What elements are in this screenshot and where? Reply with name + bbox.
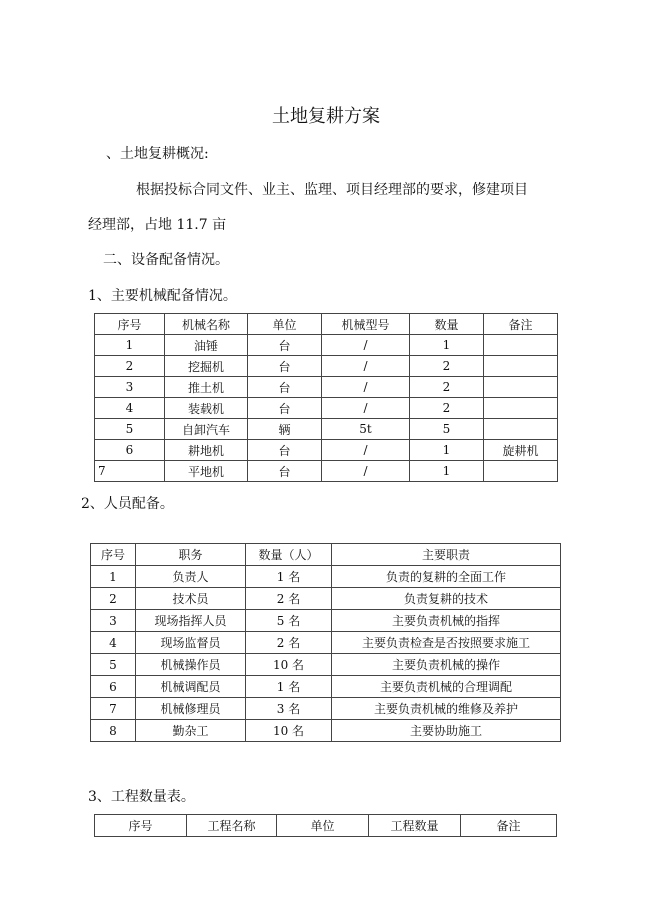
table-cell: 装载机 [165,398,248,419]
table-cell: 台 [248,335,322,356]
table-cell: 1 名 [246,676,332,698]
table-row [95,335,558,356]
table-cell: 5 名 [246,610,332,632]
table-cell: 现场监督员 [136,632,246,654]
table-row [91,654,561,676]
header-cell: 备注 [484,314,558,335]
table-row [91,720,561,742]
table-cell: 机械操作员 [136,654,246,676]
table-cell: / [322,440,410,461]
table-cell: 1 名 [246,566,332,588]
table-row [95,461,558,482]
table-cell: 负责的复耕的全面工作 [332,566,561,588]
table-cell: 2 名 [246,588,332,610]
table-cell: 6 [91,676,136,698]
table-cell: 1 [91,566,136,588]
table-cell: 2 [410,356,484,377]
table-cell: 5 [410,419,484,440]
table-cell: 平地机 [165,461,248,482]
header-cell: 数量（人） [246,544,332,566]
table-cell: 机械调配员 [136,676,246,698]
table-cell: 2 [410,377,484,398]
table-cell: 2 [95,356,165,377]
header-cell: 序号 [95,815,187,837]
works-heading: 3、工程数量表。 [88,789,195,805]
machines-header-row [95,314,558,335]
table-cell: 耕地机 [165,440,248,461]
table-row [95,440,558,461]
table-cell: 1 [410,335,484,356]
machines-table [94,313,558,482]
table-cell: 技术员 [136,588,246,610]
table-cell: 6 [95,440,165,461]
table-cell: 自卸汽车 [165,419,248,440]
section1-paragraph-line2: 经理部，占地 11.7 亩 [88,217,227,233]
table-cell: 2 [91,588,136,610]
table-cell [484,356,558,377]
table-row [91,632,561,654]
table-cell: 勤杂工 [136,720,246,742]
table-cell: 主要协助施工 [332,720,561,742]
table-cell: 3 [95,377,165,398]
table-cell: 5 [95,419,165,440]
table-cell: 4 [95,398,165,419]
header-cell: 工程名称 [187,815,277,837]
table-cell: 台 [248,440,322,461]
table-cell: 现场指挥人员 [136,610,246,632]
table-cell: / [322,377,410,398]
table-cell [484,419,558,440]
table-cell [484,335,558,356]
section1-heading: 、土地复耕概况: [106,146,209,162]
header-cell: 机械名称 [165,314,248,335]
table-cell: 1 [95,335,165,356]
table-row [91,610,561,632]
table-cell: 4 [91,632,136,654]
table-cell: 7 [91,698,136,720]
table-row [91,698,561,720]
table-cell: / [322,398,410,419]
table-cell: / [322,461,410,482]
table-cell: / [322,356,410,377]
header-cell: 工程数量 [369,815,461,837]
table-cell: 主要负责检查是否按照要求施工 [332,632,561,654]
table-row [91,676,561,698]
table-row [95,377,558,398]
table-row [95,419,558,440]
header-cell: 数量 [410,314,484,335]
section2-heading: 二、设备配备情况。 [103,252,229,268]
machines-heading: 1、主要机械配备情况。 [88,288,237,304]
header-cell: 序号 [95,314,165,335]
table-cell: 主要负责机械的操作 [332,654,561,676]
table-cell: 机械修理员 [136,698,246,720]
table-cell: 台 [248,377,322,398]
table-cell: 3 名 [246,698,332,720]
header-cell: 单位 [277,815,369,837]
staff-heading: 2、人员配备。 [81,496,174,512]
table-cell: 油锤 [165,335,248,356]
table-row [95,356,558,377]
table-cell [484,398,558,419]
header-cell: 机械型号 [322,314,410,335]
table-cell: 1 [410,440,484,461]
table-cell [484,461,558,482]
table-cell: 台 [248,356,322,377]
header-cell: 主要职责 [332,544,561,566]
table-row [91,566,561,588]
table-cell: 5 [91,654,136,676]
table-cell: 挖掘机 [165,356,248,377]
table-cell: 台 [248,461,322,482]
staff-header-row [91,544,561,566]
header-cell: 单位 [248,314,322,335]
table-cell: 台 [248,398,322,419]
table-cell [484,377,558,398]
table-cell: 3 [91,610,136,632]
table-cell: 主要负责机械的合理调配 [332,676,561,698]
table-cell: 主要负责机械的维修及养护 [332,698,561,720]
header-cell: 职务 [136,544,246,566]
document-title: 土地复耕方案 [272,106,380,127]
header-cell: 序号 [91,544,136,566]
table-cell: 辆 [248,419,322,440]
staff-table [90,543,561,742]
works-table [94,814,557,837]
table-cell: 1 [410,461,484,482]
works-header-row [95,815,557,837]
table-row [91,588,561,610]
table-cell: 推土机 [165,377,248,398]
table-cell: 2 [410,398,484,419]
table-cell: 2 名 [246,632,332,654]
section1-paragraph-line1: 根据投标合同文件、业主、监理、项目经理部的要求，修建项目 [136,182,528,198]
table-cell: 7 [95,461,165,482]
table-row [95,398,558,419]
table-cell: 负责复耕的技术 [332,588,561,610]
table-cell: 10 名 [246,654,332,676]
table-cell: 5t [322,419,410,440]
table-cell: / [322,335,410,356]
header-cell: 备注 [461,815,557,837]
table-cell: 旋耕机 [484,440,558,461]
table-cell: 8 [91,720,136,742]
table-cell: 负责人 [136,566,246,588]
table-cell: 10 名 [246,720,332,742]
table-cell: 主要负责机械的指挥 [332,610,561,632]
